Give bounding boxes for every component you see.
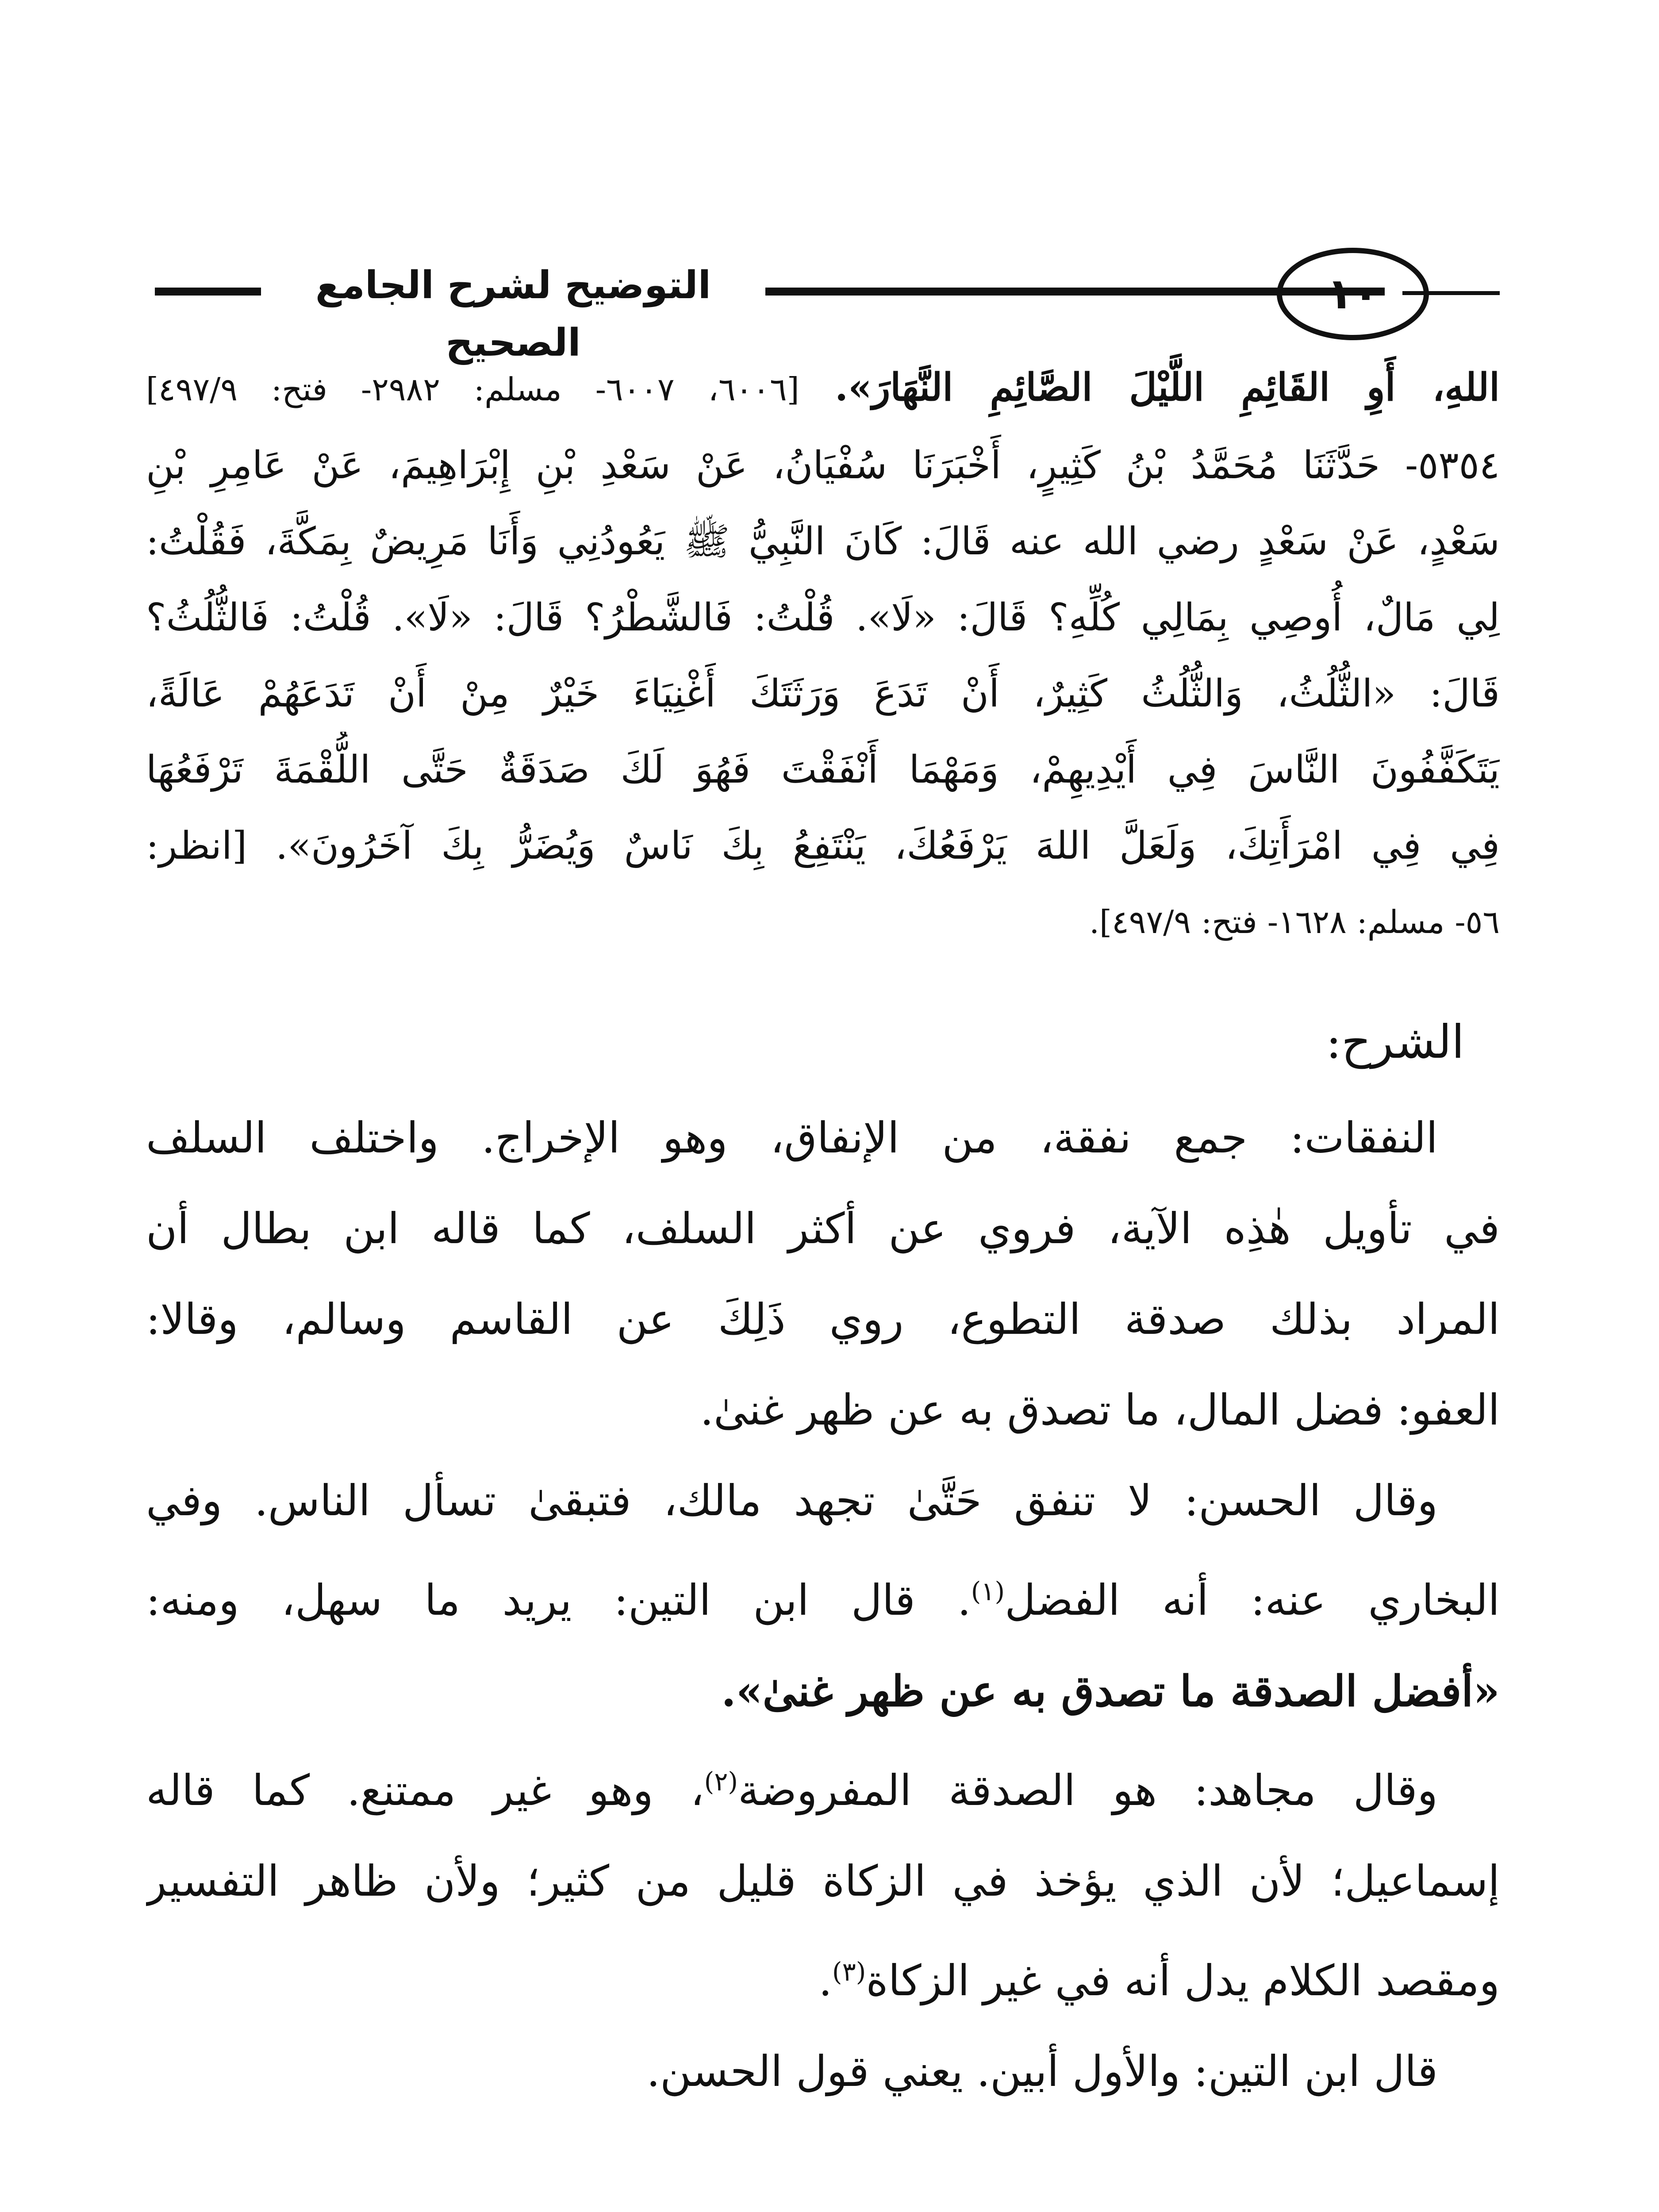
- hadith-quote: اللهِ، أَوِ القَائِمِ اللَّيْلَ الصَّائِمِ النَّهَارَ».: [835, 365, 1500, 410]
- hadith-reference: [٦٠٠٦، ٦٠٠٧- مسلم: ٢٩٨٢- فتح: ٤٩٧/٩]: [146, 371, 799, 408]
- main-text: [146, 349, 1500, 2117]
- paragraph-line: وقال الحسن: لا تنفق حَتَّىٰ تجهد مالك، فتبقىٰ تسأل الناس. وفي: [146, 1476, 1438, 1525]
- section-heading: الشرح:: [1326, 1015, 1464, 1069]
- paragraph-line: قال ابن التين: والأول أبين. يعني قول الحسن.: [646, 2047, 1438, 2096]
- hadith-reference: ٥٦- مسلم: ١٦٢٨- فتح: ٤٩٧/٩].: [1089, 903, 1500, 941]
- paragraph-line: «أفضل الصدقة ما تصدق به عن ظهر غنىٰ».: [721, 1666, 1500, 1716]
- paragraph-fragment: . قال ابن التين: يريد ما سهل، ومنه:: [146, 1575, 971, 1625]
- running-title: التوضيح لشرح الجامع الصحيح: [315, 263, 711, 365]
- paragraph-fragment: .: [818, 1956, 832, 2005]
- running-header: [146, 239, 1500, 365]
- paragraph-line: النفقات: جمع نفقة، من الإنفاق، وهو الإخراج. واختلف السلف: [146, 1113, 1438, 1163]
- page-number: ١٠: [1277, 248, 1429, 340]
- header-rule-right: [1402, 291, 1500, 295]
- hadith-line: قَالَ: «الثُّلُثُ، وَالثُّلُثُ كَثِيرٌ، أَنْ تَدَعَ وَرَثَتَكَ أَغْنِيَاءَ خَيْرٌ مِنْ أَنْ تَدَعَهُمْ عَالَةً،: [146, 672, 1500, 716]
- paragraph-fragment: ، وهو غير ممتنع. كما قاله: [146, 1766, 704, 1815]
- header-rule-left: [155, 288, 261, 296]
- paragraph-fragment: ومقصد الكلام يدل أنه في غير الزكاة: [866, 1956, 1500, 2005]
- footnote-marker: (٣): [832, 1957, 866, 1987]
- hadith-line: يَتَكَفَّفُونَ النَّاسَ فِي أَيْدِيهِمْ، وَمَهْمَا أَنْفَقْتَ فَهُوَ لَكَ صَدَقَةٌ حَتَّى اللُّقْمَةَ تَرْفَعُهَا: [146, 748, 1500, 792]
- paragraph-line: العفو: فضل المال، ما تصدق به عن ظهر غنىٰ.: [700, 1385, 1500, 1435]
- paragraph-line: [146, 1927, 1500, 2026]
- paragraph-line: إسماعيل؛ لأن الذي يؤخذ في الزكاة قليل من كثير؛ ولأن ظاهر التفسير: [146, 1856, 1500, 1906]
- footnote-marker: (٢): [704, 1767, 738, 1797]
- paragraph-line: في تأويل هٰذِه الآية، فروي عن أكثر السلف، كما قاله ابن بطال أن: [146, 1204, 1500, 1253]
- hadith-line: سَعْدٍ، عَنْ سَعْدٍ رضي الله عنه قَالَ: كَانَ النَّبِيُّ ﷺ يَعُودُنِي وَأَنَا مَرِيضٌ بِمَكَّةَ، فَقُلْتُ:: [146, 519, 1500, 564]
- hadith-line: فِي فِي امْرَأَتِكَ، وَلَعَلَّ اللهَ يَرْفَعُكَ، يَنْتَفِعُ بِكَ نَاسٌ وَيُضَرُّ بِكَ آخَرُونَ». [انظر:: [146, 824, 1500, 868]
- paragraph-line: [146, 1736, 1500, 1836]
- hadith-line: ٥٣٥٤- حَدَّثَنَا مُحَمَّدُ بْنُ كَثِيرٍ، أَخْبَرَنَا سُفْيَانُ، عَنْ سَعْدِ بْنِ إِبْرَاهِيمَ، عَنْ عَامِرِ بْنِ: [146, 443, 1500, 488]
- footnote-marker: (١): [971, 1576, 1005, 1606]
- hadith-line: [146, 349, 1500, 427]
- paragraph-line: المراد بذلك صدقة التطوع، روي ذَلِكَ عن القاسم وسالم، وقالا:: [146, 1294, 1500, 1344]
- paragraph-fragment: وقال مجاهد: هو الصدقة المفروضة: [738, 1766, 1438, 1815]
- paragraph-fragment: البخاري عنه: أنه الفضل: [1005, 1575, 1500, 1625]
- paragraph-line: [146, 1546, 1500, 1646]
- hadith-line: لِي مَالٌ، أُوصِي بِمَالِي كُلِّهِ؟ قَالَ: «لَا». قُلْتُ: فَالشَّطْرُ؟ قَالَ: «لَا». قُلْتُ: فَالثُّلُثُ؟: [146, 595, 1500, 640]
